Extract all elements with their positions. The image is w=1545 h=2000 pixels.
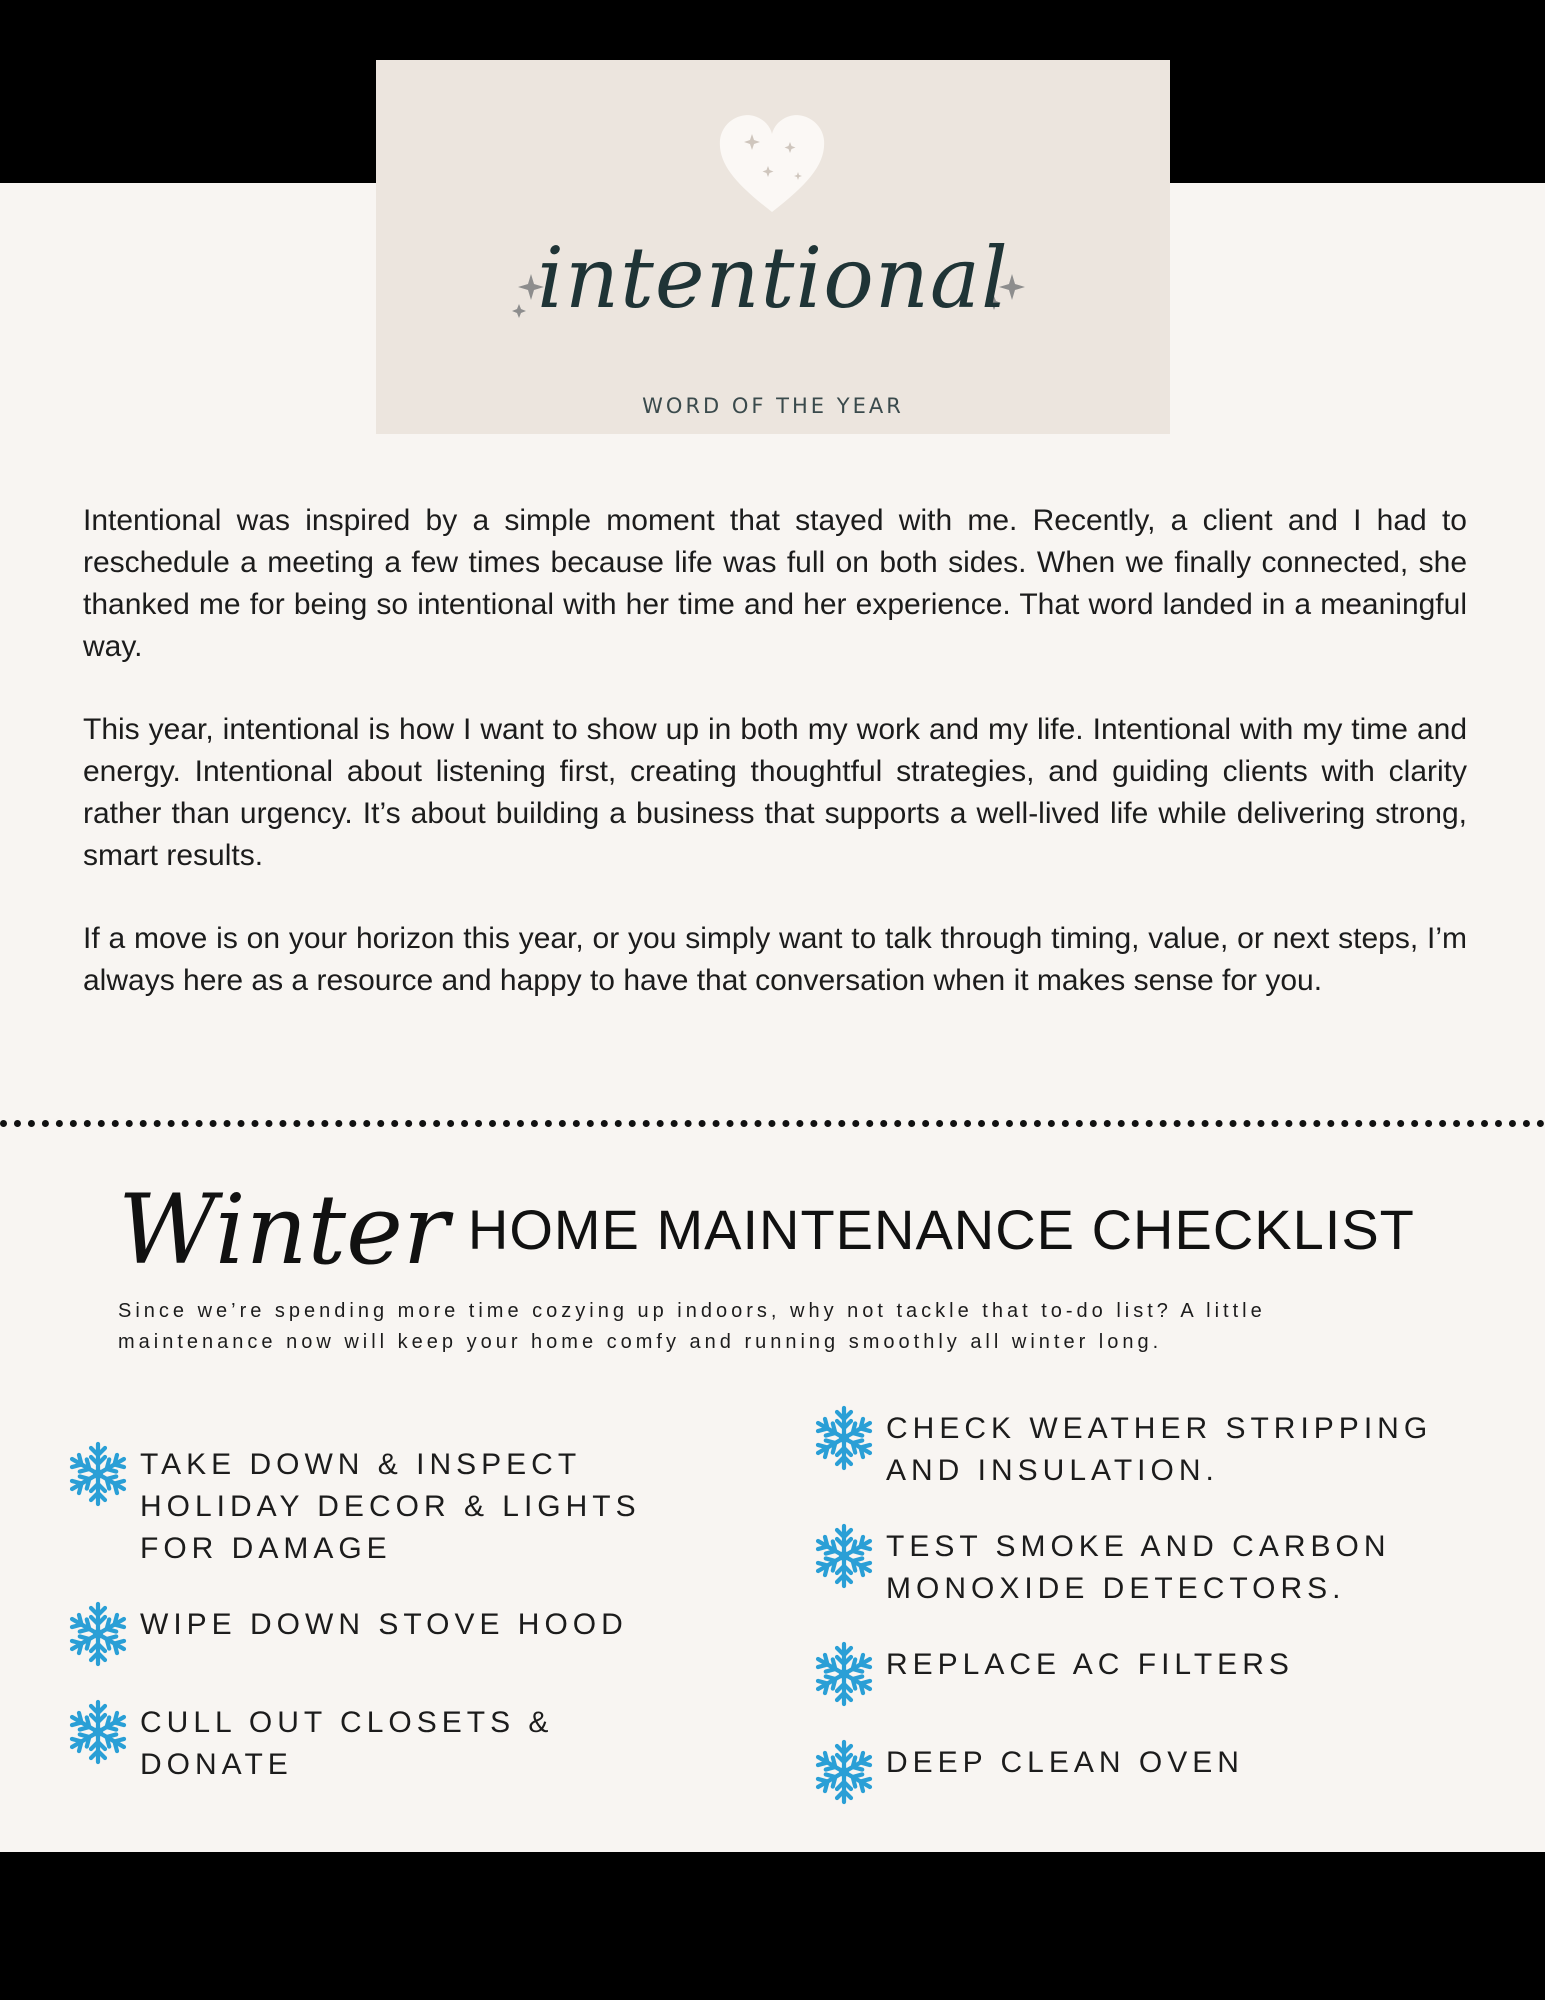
checklist-item-label: TEST SMOKE AND CARBON MONOXIDE DETECTORS. [886, 1530, 1391, 1605]
intro-paragraph: If a move is on your horizon this year, or you simply want to talk through timing, value, or next steps, I’m always here as a resource and happy to have that conversation when it makes sense for you. [83, 922, 1467, 997]
checklist-item-label: TAKE DOWN & INSPECT HOLIDAY DECOR & LIGHTS FOR DAMAGE [140, 1448, 641, 1565]
checklist-item [64, 1600, 704, 1668]
word-of-year-card [376, 60, 1170, 434]
snowflake-icon [64, 1600, 132, 1668]
snowflake-icon [810, 1640, 878, 1708]
checklist-item-label: CULL OUT CLOSETS & DONATE [140, 1706, 554, 1781]
checklist-title-script: Winter [118, 1174, 449, 1286]
checklist-item-label: WIPE DOWN STOVE HOOD [140, 1608, 628, 1641]
checklist-item [810, 1738, 1450, 1806]
checklist-title [118, 1170, 1518, 1290]
dotted-divider [0, 1120, 1545, 1127]
intro-paragraph: Intentional was inspired by a simple moment that stayed with me. Recently, a client and I had to reschedule a meeting a few times because life was full on both sides. When we finally connected, she thanked me for being so intentional with her time and her experience. That word landed in a meaningful way. [83, 504, 1467, 663]
intro-text [83, 500, 1467, 1043]
checklist-item-label: CHECK WEATHER STRIPPING AND INSULATION. [886, 1412, 1433, 1487]
checklist-item [810, 1522, 1450, 1610]
bottom-black-band [0, 1852, 1545, 2000]
word-of-year: intentional [537, 229, 1009, 327]
checklist-item [810, 1640, 1450, 1708]
snowflake-icon [64, 1698, 132, 1766]
checklist-title-caps: HOME MAINTENANCE CHECKLIST [467, 1198, 1415, 1261]
word-of-year-subtitle: WORD OF THE YEAR [642, 394, 904, 418]
checklist-right-column [810, 1404, 1450, 1836]
checklist-left-column [64, 1440, 704, 1816]
intro-paragraph: This year, intentional is how I want to show up in both my work and my life. Intentional with my time and energy. Intentional about listening first, creating thoughtful strategies, and guiding clients with clarity rather than urgency. It’s about building a business that supports a well-lived life while delivering strong, smart results. [83, 713, 1467, 872]
snowflake-icon [810, 1738, 878, 1806]
checklist-item-label: REPLACE AC FILTERS [886, 1648, 1294, 1681]
checklist-item [810, 1404, 1450, 1492]
snowflake-icon [810, 1404, 878, 1472]
snowflake-icon [810, 1522, 878, 1590]
snowflake-icon [64, 1440, 132, 1508]
checklist-item [64, 1698, 704, 1786]
checklist-item [64, 1440, 704, 1570]
checklist-item-label: DEEP CLEAN OVEN [886, 1746, 1244, 1779]
checklist-intro: Since we’re spending more time cozying up indoors, why not tackle that to-do list? A little maintenance now will keep your home comfy and running smoothly all winter long. [118, 1300, 1266, 1353]
